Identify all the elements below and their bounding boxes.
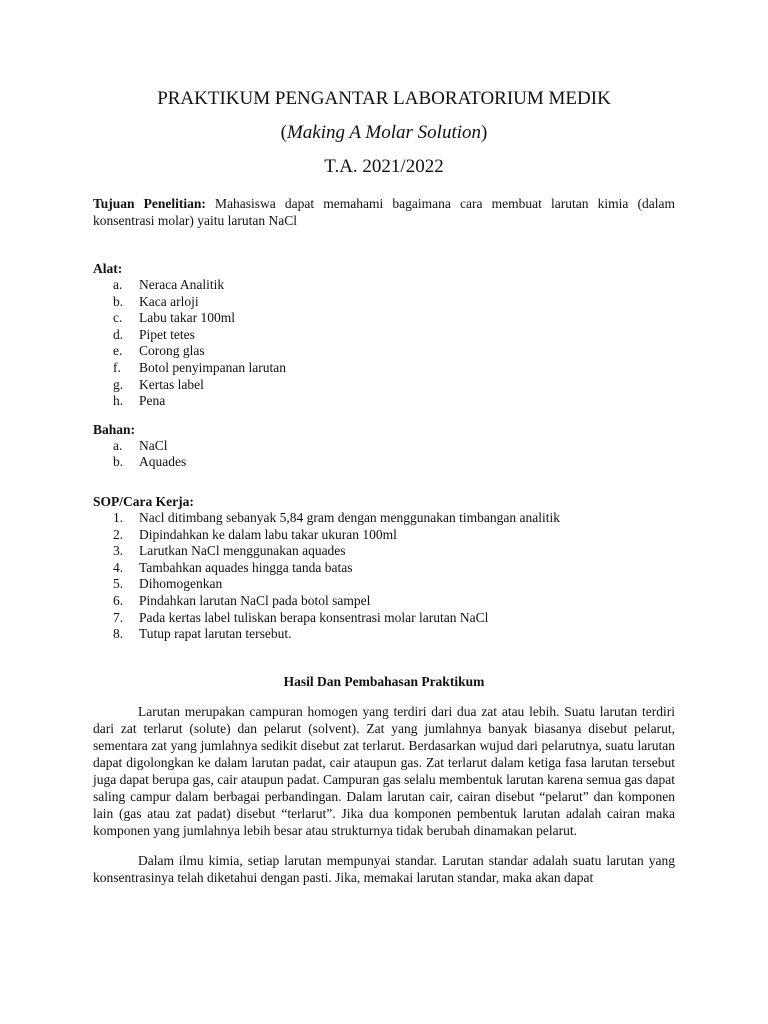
list-marker: 3. [113, 543, 124, 559]
list-marker: c. [113, 310, 123, 326]
materials-list-item [93, 454, 675, 471]
materials-heading: Bahan: [93, 421, 136, 437]
list-marker: g. [113, 376, 124, 392]
list-item-text: Larutkan NaCl menggunakan aquades [139, 543, 346, 559]
procedure-list-item [93, 543, 675, 560]
list-item-text: Dipindahkan ke dalam labu takar ukuran 100ml [139, 526, 397, 542]
list-marker: a. [113, 277, 123, 292]
title-course: PRAKTIKUM PENGANTAR LABORATORIUM MEDIK [157, 88, 611, 109]
list-item-text: Tambahkan aquades hingga tanda batas [139, 559, 353, 575]
list-item-text: Nacl ditimbang sebanyak 5,84 gram dengan menggunakan timbangan analitik [139, 509, 561, 525]
title-subtitle [93, 121, 675, 145]
materials-list [93, 438, 675, 471]
list-marker: 5. [113, 576, 124, 592]
list-marker: b. [113, 454, 124, 470]
list-item-text: Pindahkan larutan NaCl pada botol sampel [139, 592, 371, 608]
procedure-list-item [93, 510, 675, 527]
list-item-text: Kaca arloji [139, 293, 199, 309]
tools-list-item [93, 310, 675, 327]
list-marker: 6. [113, 592, 124, 608]
list-item-text: NaCl [139, 437, 168, 453]
procedure-list-item [93, 593, 675, 610]
tools-list-item [93, 294, 675, 311]
list-marker: a. [113, 437, 123, 453]
materials-list-item [93, 438, 675, 455]
list-item-text: Corong glas [139, 343, 205, 359]
tools-list-item [93, 343, 675, 360]
results-paragraph-1: Larutan merupakan campuran homogen yang terdiri dari dua zat atau lebih. Suatu larutan terdiri dari zat terlarut (solute) dan pelarut (solvent). Zat yang jumlahnya banyak biasanya disebut pelarut, sementara zat yang jumlahnya sedikit disebut zat terlarut. Berdasarkan wujud dari pelarutnya, suatu larutan dapat digolongkan ke dalam larutan padat, cair ataupun gas. Zat terlarut dalam ketiga fasa larutan tersebut juga dapat berupa gas, cair ataupun padat. Campuran gas selalu membentuk larutan karena semua gas dapat saling campur dalam berbagai perbandingan. Dalam larutan cair, cairan disebut “pelarut” dan komponen lain (gas atau zat padat) disebut “terlarut”. Jika dua komponen pembentuk larutan adalah cairan maka komponen yang jumlahnya lebih besar atau strukturnya tidak berubah dinamakan pelarut. [93, 703, 675, 838]
paren-close: ) [481, 122, 488, 143]
list-marker: 7. [113, 609, 124, 625]
tools-list-item [93, 277, 675, 294]
procedure-list-item [93, 610, 675, 627]
list-item-text: Tutup rapat larutan tersebut. [139, 626, 292, 642]
objective-paragraph [93, 195, 675, 229]
procedure-heading: SOP/Cara Kerja: [93, 493, 194, 509]
procedure-list-item [93, 560, 675, 577]
list-item-text: Pada kertas label tuliskan berapa konsentrasi molar larutan NaCl [139, 609, 489, 625]
objective-label: Tujuan Penelitian: [93, 196, 206, 211]
results-heading: Hasil Dan Pembahasan Praktikum [283, 673, 485, 689]
list-item-text: Aquades [139, 454, 187, 470]
tools-list [93, 277, 675, 410]
procedure-list-item [93, 626, 675, 643]
subtitle-italic: Making A Molar Solution [286, 122, 482, 143]
list-marker: 2. [113, 526, 124, 542]
tools-list-item [93, 393, 675, 410]
tools-list-item [93, 327, 675, 344]
procedure-list-item [93, 576, 675, 593]
list-marker: d. [113, 326, 124, 342]
results-paragraph-2: Dalam ilmu kimia, setiap larutan mempunyai standar. Larutan standar adalah suatu larutan yang konsentrasinya telah diketahui dengan pasti. Jika, memakai larutan standar, maka akan dapat [93, 852, 675, 885]
list-marker: f. [113, 359, 121, 375]
procedure-list-item [93, 527, 675, 544]
list-marker: h. [113, 393, 124, 409]
list-marker: b. [113, 293, 124, 309]
list-item-text: Dihomogenkan [139, 576, 223, 592]
procedure-list [93, 510, 675, 643]
list-item-text: Botol penyimpanan larutan [139, 359, 286, 375]
list-item-text: Pipet tetes [139, 326, 195, 342]
list-marker: 4. [113, 559, 124, 575]
list-marker: e. [113, 343, 123, 359]
list-marker: 8. [113, 626, 124, 642]
list-marker: 1. [113, 509, 124, 525]
list-item-text: Neraca Analitik [139, 277, 225, 292]
list-item-text: Kertas label [139, 376, 204, 392]
tools-list-item [93, 360, 675, 377]
paren-open: ( [280, 122, 287, 143]
tools-heading: Alat: [93, 261, 123, 276]
tools-list-item [93, 377, 675, 394]
objective-text: Mahasiswa dapat memahami bagaimana cara membuat larutan kimia (dalam konsentrasi molar) yaitu larutan NaCl [93, 196, 675, 228]
title-academic-year: T.A. 2021/2022 [324, 156, 444, 177]
list-item-text: Pena [139, 393, 166, 409]
list-item-text: Labu takar 100ml [139, 310, 235, 326]
